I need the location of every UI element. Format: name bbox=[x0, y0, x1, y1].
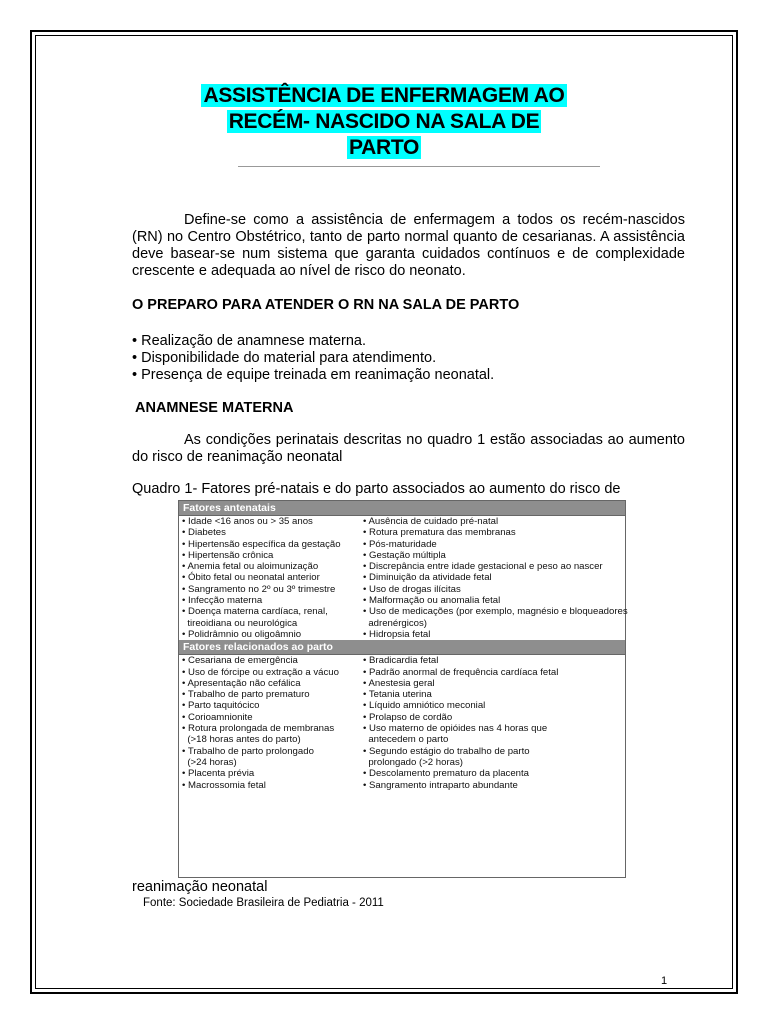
table-cell: • Anestesia geral bbox=[363, 677, 435, 689]
table-cell: • Ausência de cuidado pré-natal bbox=[363, 516, 499, 527]
quadro-caption-continued: reanimação neonatal bbox=[132, 879, 268, 895]
list-item: • Realização de anamnese materna. bbox=[132, 333, 366, 349]
table-cell: • Hipertensão específica da gestação bbox=[182, 538, 341, 550]
table-row bbox=[179, 667, 625, 678]
preparo-list bbox=[132, 333, 494, 384]
table-cell: • Hidropsia fetal bbox=[363, 628, 431, 640]
table-cell: • Corioamnionite bbox=[182, 711, 253, 723]
table-row bbox=[179, 561, 625, 572]
page-number: 1 bbox=[661, 975, 668, 987]
table-cell: • Apresentação não cefálica bbox=[182, 677, 301, 689]
table-cell: • Padrão anormal de frequência cardíaca fetal bbox=[363, 666, 559, 678]
table-cell: • Óbito fetal ou neonatal anterior bbox=[182, 572, 320, 584]
table-row bbox=[179, 655, 625, 666]
table-section-header: Fatores antenatais bbox=[179, 501, 625, 516]
table-cell: • Trabalho de parto prolongado (>24 horas) bbox=[182, 745, 314, 768]
table-cell: • Polidrâmnio ou oligoâmnio bbox=[182, 628, 302, 640]
table-cell: • Sangramento no 2º ou 3º trimestre bbox=[182, 583, 336, 595]
table-row bbox=[179, 768, 625, 779]
title-line-3: PARTO bbox=[348, 136, 420, 159]
table-row bbox=[179, 780, 625, 791]
table-cell: • Segundo estágio do trabalho de parto prolongado (>2 horas) bbox=[363, 745, 530, 768]
section-heading-preparo: O PREPARO PARA ATENDER O RN NA SALA DE PARTO bbox=[132, 297, 520, 313]
table-cell: • Descolamento prematuro da placenta bbox=[363, 768, 530, 780]
table-cell: • Malformação ou anomalia fetal bbox=[363, 595, 501, 607]
table-cell: • Sangramento intraparto abundante bbox=[363, 779, 518, 791]
list-item: • Presença de equipe treinada em reanimação neonatal. bbox=[132, 367, 495, 383]
table-cell: • Rotura prolongada de membranas (>18 horas antes do parto) bbox=[182, 723, 335, 746]
table-row bbox=[179, 584, 625, 595]
table-cell: • Anemia fetal ou aloimunização bbox=[182, 561, 319, 573]
intro-paragraph bbox=[132, 212, 685, 280]
document-title bbox=[0, 83, 768, 161]
intro-text: Define-se como a assistência de enfermagem a todos os recém-nascidos (RN) no Centro Obstétrico, tanto de parto normal quanto de cesarianas. A assistência deve basear-se num sistema que garanta cuidados contínuos e de complexidade crescente e adequada ao nível de risco do neonato. bbox=[132, 212, 685, 279]
table-cell: • Parto taquitócico bbox=[182, 700, 260, 712]
table-row bbox=[179, 572, 625, 583]
section-heading-anamnese: ANAMNESE MATERNA bbox=[135, 400, 294, 416]
table-row bbox=[179, 629, 625, 640]
risk-factors-table bbox=[178, 500, 626, 878]
list-item: • Disponibilidade do material para atendimento. bbox=[132, 350, 437, 366]
table-cell: • Uso de drogas ilícitas bbox=[363, 583, 461, 595]
table-row bbox=[179, 712, 625, 723]
table-cell: • Trabalho de parto prematuro bbox=[182, 689, 310, 701]
source-note: Fonte: Sociedade Brasileira de Pediatria - 2011 bbox=[143, 897, 384, 909]
quadro-caption: Quadro 1- Fatores pré-natais e do parto associados ao aumento do risco de bbox=[132, 481, 621, 497]
title-line-2: RECÉM- NASCIDO NA SALA DE bbox=[228, 110, 540, 133]
table-cell: • Rotura prematura das membranas bbox=[363, 527, 516, 539]
anamnese-paragraph bbox=[132, 432, 685, 466]
table-row bbox=[179, 746, 625, 769]
table-cell: • Uso materno de opióides nas 4 horas que antecedem o parto bbox=[363, 723, 548, 746]
table-row bbox=[179, 689, 625, 700]
table-cell: • Discrepância entre idade gestacional e peso ao nascer bbox=[363, 561, 603, 573]
table-row bbox=[179, 606, 628, 629]
table-cell: • Uso de fórcipe ou extração a vácuo bbox=[182, 666, 339, 678]
table-cell: • Uso de medicações (por exemplo, magnésio e bloqueadores adrenérgicos) bbox=[363, 606, 628, 629]
table-row bbox=[179, 595, 625, 606]
table-section-header: Fatores relacionados ao parto bbox=[179, 640, 625, 655]
table-cell: • Infecção materna bbox=[182, 595, 263, 607]
table-row bbox=[179, 723, 625, 746]
table-cell: • Doença materna cardíaca, renal, tireoidiana ou neurológica bbox=[182, 606, 328, 629]
table-row bbox=[179, 678, 625, 689]
table-row bbox=[179, 527, 625, 538]
table-cell: • Placenta prévia bbox=[182, 768, 255, 780]
table-row bbox=[179, 700, 625, 711]
table-cell: • Diabetes bbox=[182, 527, 226, 539]
table-row bbox=[179, 550, 625, 561]
table-cell: • Pós-maturidade bbox=[363, 538, 437, 550]
table-cell: • Prolapso de cordão bbox=[363, 711, 453, 723]
table-row bbox=[179, 539, 625, 550]
anamnese-text: As condições perinatais descritas no quadro 1 estão associadas ao aumento do risco de reanimação neonatal bbox=[132, 432, 685, 465]
table-cell: • Diminuição da atividade fetal bbox=[363, 572, 492, 584]
table-cell: • Idade <16 anos ou > 35 anos bbox=[182, 516, 313, 527]
table-cell: • Macrossomia fetal bbox=[182, 779, 266, 791]
table-cell: • Líquido amniótico meconial bbox=[363, 700, 486, 712]
table-cell: • Bradicardia fetal bbox=[363, 655, 439, 667]
table-cell: • Hipertensão crônica bbox=[182, 549, 274, 561]
title-line-1: ASSISTÊNCIA DE ENFERMAGEM AO bbox=[203, 84, 565, 107]
table-cell: • Tetania uterina bbox=[363, 689, 432, 701]
table-row bbox=[179, 516, 625, 527]
table-cell: • Cesariana de emergência bbox=[182, 655, 298, 667]
title-underline bbox=[238, 166, 600, 167]
table-cell: • Gestação múltipla bbox=[363, 549, 446, 561]
